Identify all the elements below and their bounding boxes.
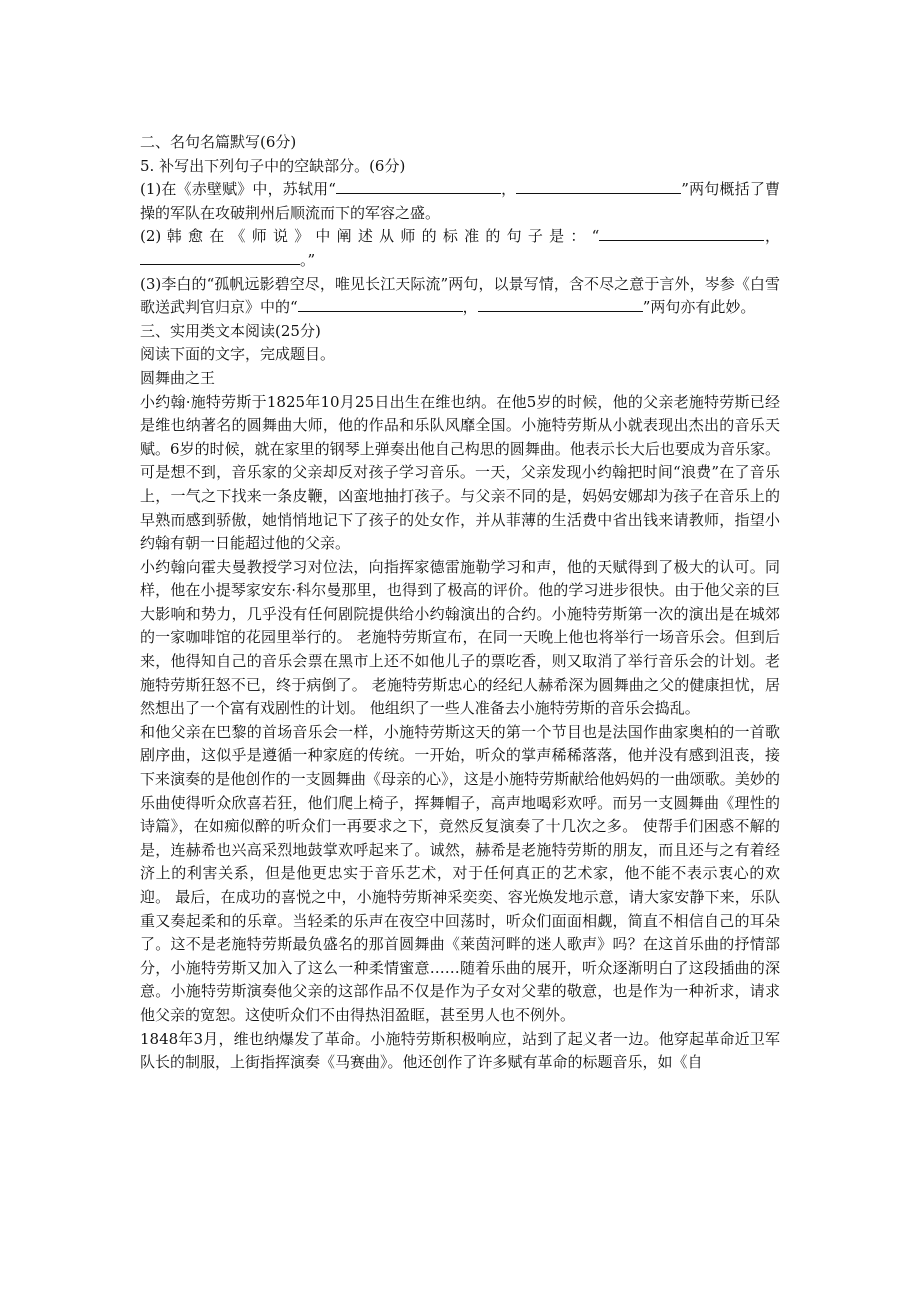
question-5-item-1 [140,178,780,225]
question-5-item-2 [140,225,780,272]
item-2-sep: ， [764,227,780,246]
answer-blank-1b[interactable] [516,179,681,194]
answer-blank-2b[interactable] [140,250,300,265]
item-2-text-b: 。” [300,250,316,269]
answer-blank-3b[interactable] [478,297,643,312]
answer-blank-2a[interactable] [599,226,764,241]
document-page [140,131,780,1075]
item-1-text-a: (1)在《赤壁赋》中，苏轼用“ [140,180,336,199]
article-paragraph-4: 1848年3月，维也纳爆发了革命。小施特劳斯积极响应，站到了起义者一边。他穿起革命近卫军队长的制服，上街指挥演奏《马赛曲》。他还创作了许多赋有革命的标题音乐，如《自 [140,1029,780,1072]
article-paragraph-1: 小约翰·施特劳斯于1825年10月25日出生在维也纳。在他5岁的时候，他的父亲老施特劳斯已经是维也纳著名的圆舞曲大师，他的作品和乐队风靡全国。小施特劳斯从小就表现出杰出的音乐天赋。6岁的时候，就在家里的钢琴上弹奏出他自己构思的圆舞曲。他表示长大后也要成为音乐家。可是想不到，音乐家的父亲却反对孩子学习音乐。一天，父亲发现小约翰把时间“浪费”在了音乐上，一气之下找来一条皮鞭，凶蛮地抽打孩子。与父亲不同的是，妈妈安娜却为孩子在音乐上的早熟而感到骄傲，她悄悄地记下了孩子的处女作，并从菲薄的生活费中省出钱来请教师，指望小约翰有朝一日能超过他的父亲。 [140,392,780,553]
section-2-heading: 二、名句名篇默写(6分) [140,133,297,151]
item-1-text-b: ”两句概括了曹操的军队在攻破荆州后顺流而下的军容之盛。 [140,180,780,222]
answer-blank-3a[interactable] [298,297,463,312]
item-1-sep: ， [500,180,517,199]
article-paragraph-2: 小约翰向霍夫曼教授学习对位法，向指挥家德雷施勒学习和声，他的天赋得到了极大的认可。同样，他在小提琴家安东·科尔曼那里，也得到了极高的评价。他的学习进步很快。由于他父亲的巨大影响和势力，几乎没有任何剧院提供给小约翰演出的合约。小施特劳斯第一次的演出是在城郊的一家咖啡馆的花园里举行的。 老施特劳斯宣布，在同一天晚上他也将举行一场音乐会。但到后来，他得知自己的音乐会票在黑市上还不如他儿子的票吃香，则又取消了举行音乐会的计划。老施特劳斯狂怒不已，终于病倒了。 老施特劳斯忠心的经纪人赫希深为圆舞曲之父的健康担忧，居然想出了一个富有戏剧性的计划。 他组织了一些人准备去小施特劳斯的音乐会捣乱。 [140,557,780,718]
article-title: 圆舞曲之王 [140,368,216,387]
question-5-prompt: 5. 补写出下列句子中的空缺部分。(6分) [140,156,406,175]
question-5-item-3 [140,273,780,320]
item-3-text-a: (3)李白的“孤帆远影碧空尽，唯见长江天际流”两句，以景写情，含不尽之意于言外，岑参《白雪歌送武判官归京》中的“ [140,274,780,317]
article-paragraph-3: 和他父亲在巴黎的首场音乐会一样，小施特劳斯这天的第一个节目也是法国作曲家奥柏的一首歌剧序曲，这似乎是遵循一种家庭的传统。一开始，听众的掌声稀稀落落，他并没有感到沮丧，接下来演奏的是他创作的一支圆舞曲《母亲的心》，这是小施特劳斯献给他妈妈的一曲颂歌。美妙的乐曲使得听众欣喜若狂，他们爬上椅子，挥舞帽子，高声地喝彩欢呼。而另一支圆舞曲《理性的诗篇》，在如痴似醉的听众们一再要求之下，竟然反复演奏了十几次之多。 使帮手们困惑不解的是，连赫希也兴高采烈地鼓掌欢呼起来了。诚然，赫希是老施特劳斯的朋友，而且还与之有着经济上的利害关系，但是他更忠实于音乐艺术，对于任何真正的艺术家，他不能不表示衷心的欢迎。 最后，在成功的喜悦之中，小施特劳斯神采奕奕、容光焕发地示意，请大家安静下来，乐队重又奏起柔和的乐章。当轻柔的乐声在夜空中回荡时，听众们面面相觑，简直不相信自己的耳朵了。这不是老施特劳斯最负盛名的那首圆舞曲《莱茵河畔的迷人歌声》吗？在这首乐曲的抒情部分，小施特劳斯又加入了这么一种柔情蜜意……随着乐曲的展开，听众逐渐明白了这段插曲的深意。小施特劳斯演奏他父亲的这部作品不仅是作为子女对父辈的敬意，也是作为一种祈求，请求他父亲的宽恕。这使听众们不由得热泪盈眶，甚至男人也不例外。 [140,722,780,1024]
item-2-text-a: (2) 韩 愈 在 《 师 说 》 中 阐 述 从 师 的 标 准 的 句 子 是 ： “ [140,227,600,246]
item-3-text-b: ”两句亦有此妙。 [642,298,756,317]
item-3-sep: ， [462,298,478,317]
section-3-heading: 三、实用类文本阅读(25分) [140,321,321,340]
answer-blank-1a[interactable] [336,179,501,194]
reading-instruction: 阅读下面的文字，完成题目。 [140,345,336,364]
